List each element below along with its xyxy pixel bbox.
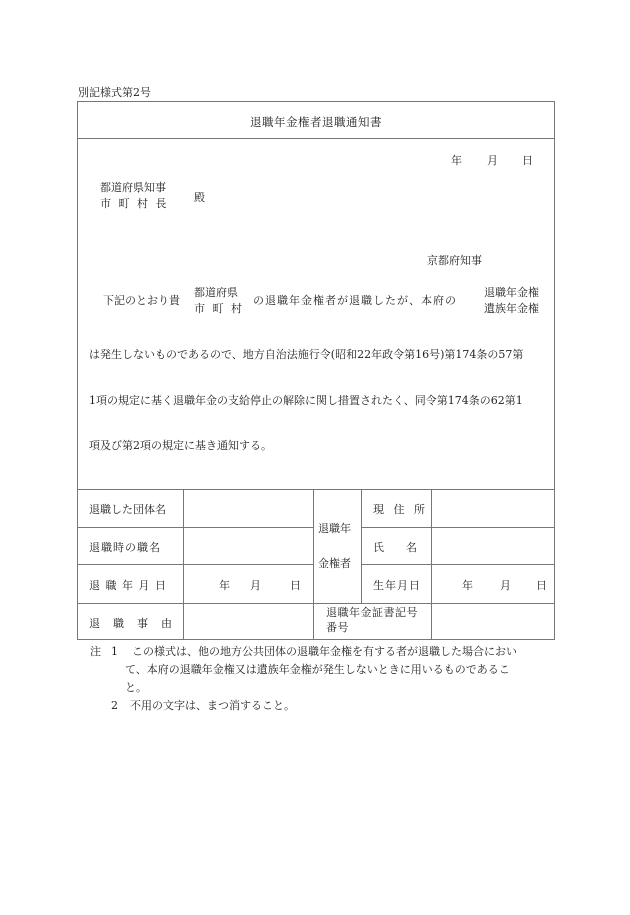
cert-label-line2: 番号 bbox=[326, 621, 349, 634]
retirement-date-month: 月 bbox=[250, 579, 261, 592]
birth-date-day: 日 bbox=[536, 579, 547, 592]
col-line bbox=[361, 489, 362, 603]
date-year: 年 bbox=[451, 154, 462, 167]
label-retired-organization: 退職した団体名 bbox=[89, 503, 166, 516]
birth-date-month: 月 bbox=[500, 579, 511, 592]
title-divider bbox=[77, 138, 555, 139]
retirement-date-year: 年 bbox=[219, 579, 230, 592]
row-line bbox=[361, 564, 555, 565]
body-line2: は発生しないものであるので、地方自治法施行令(昭和22年政令第16号)第174条の57第 bbox=[89, 348, 524, 361]
col-line bbox=[183, 489, 184, 640]
notes-prefix: 注 bbox=[90, 645, 101, 658]
group-label-line1: 退職年 bbox=[318, 522, 351, 535]
note-1-line2: て、本府の退職年金権又は遺族年金権が発生しないときに用いるものであるこ bbox=[125, 663, 510, 676]
retirement-date-day: 日 bbox=[290, 579, 301, 592]
date-month: 月 bbox=[487, 154, 498, 167]
note-2-line1: 不用の文字は、まつ消すること。 bbox=[130, 699, 295, 712]
value-name[interactable] bbox=[433, 528, 554, 563]
choice-prefecture-municipality bbox=[194, 285, 244, 317]
label-birth-date: 生年月日 bbox=[373, 579, 421, 592]
choice1-line1: 都道府県 bbox=[194, 286, 238, 299]
addressee-block bbox=[100, 180, 169, 212]
note-1-line3: と。 bbox=[125, 681, 147, 694]
body-line4: 項及び第2項の規定に基き通知する。 bbox=[89, 439, 272, 452]
sender: 京都府知事 bbox=[427, 254, 482, 267]
value-retired-organization[interactable] bbox=[185, 490, 312, 526]
honorific: 殿 bbox=[194, 191, 205, 204]
col-line bbox=[313, 489, 314, 640]
choice1-line2: 市 町 村 bbox=[194, 302, 244, 315]
note-2-number: 2 bbox=[111, 699, 118, 712]
label-retirement-reason: 退 職 事 由 bbox=[89, 617, 173, 630]
body-line3: 1項の規定に基く退職年金の支給停止の解除に関し措置されたく、同令第174条の62第1 bbox=[89, 394, 523, 407]
addressee-line1: 都道府県知事 bbox=[100, 181, 166, 194]
label-current-address: 現 住 所 bbox=[373, 503, 428, 516]
value-current-address[interactable] bbox=[433, 490, 554, 526]
value-retirement-reason[interactable] bbox=[185, 604, 312, 639]
birth-date-year: 年 bbox=[462, 579, 473, 592]
choice-pension-type bbox=[484, 285, 539, 317]
label-position-at-retirement: 退職時の職名 bbox=[89, 541, 161, 554]
body-middle: の退職年金権者が退職したが、本府の bbox=[253, 294, 457, 307]
col-line bbox=[431, 489, 432, 640]
label-retirement-date: 退 職 年 月 日 bbox=[89, 579, 167, 592]
body-intro: 下記のとおり貴 bbox=[103, 294, 180, 307]
note-1-number: 1 bbox=[111, 645, 118, 658]
cert-label-line1: 退職年金証書記号 bbox=[326, 606, 418, 619]
row-line bbox=[77, 564, 313, 565]
value-position-at-retirement[interactable] bbox=[185, 528, 312, 563]
choice2-line1: 退職年金権 bbox=[484, 286, 539, 299]
addressee-line2: 市 町 村 長 bbox=[100, 197, 169, 210]
group-label-line2: 金権者 bbox=[318, 557, 351, 570]
label-name: 氏 名 bbox=[373, 541, 417, 554]
form-number-label: 別記様式第2号 bbox=[78, 86, 151, 99]
form-title: 退職年金権者退職通知書 bbox=[250, 115, 382, 129]
date-day: 日 bbox=[522, 154, 533, 167]
note-1-line1: この様式は、他の地方公共団体の退職年金権を有する者が退職した場合におい bbox=[132, 645, 517, 658]
value-certificate-number[interactable] bbox=[433, 604, 554, 639]
label-certificate-number bbox=[326, 605, 418, 635]
choice2-line2: 遺族年金権 bbox=[484, 302, 539, 315]
